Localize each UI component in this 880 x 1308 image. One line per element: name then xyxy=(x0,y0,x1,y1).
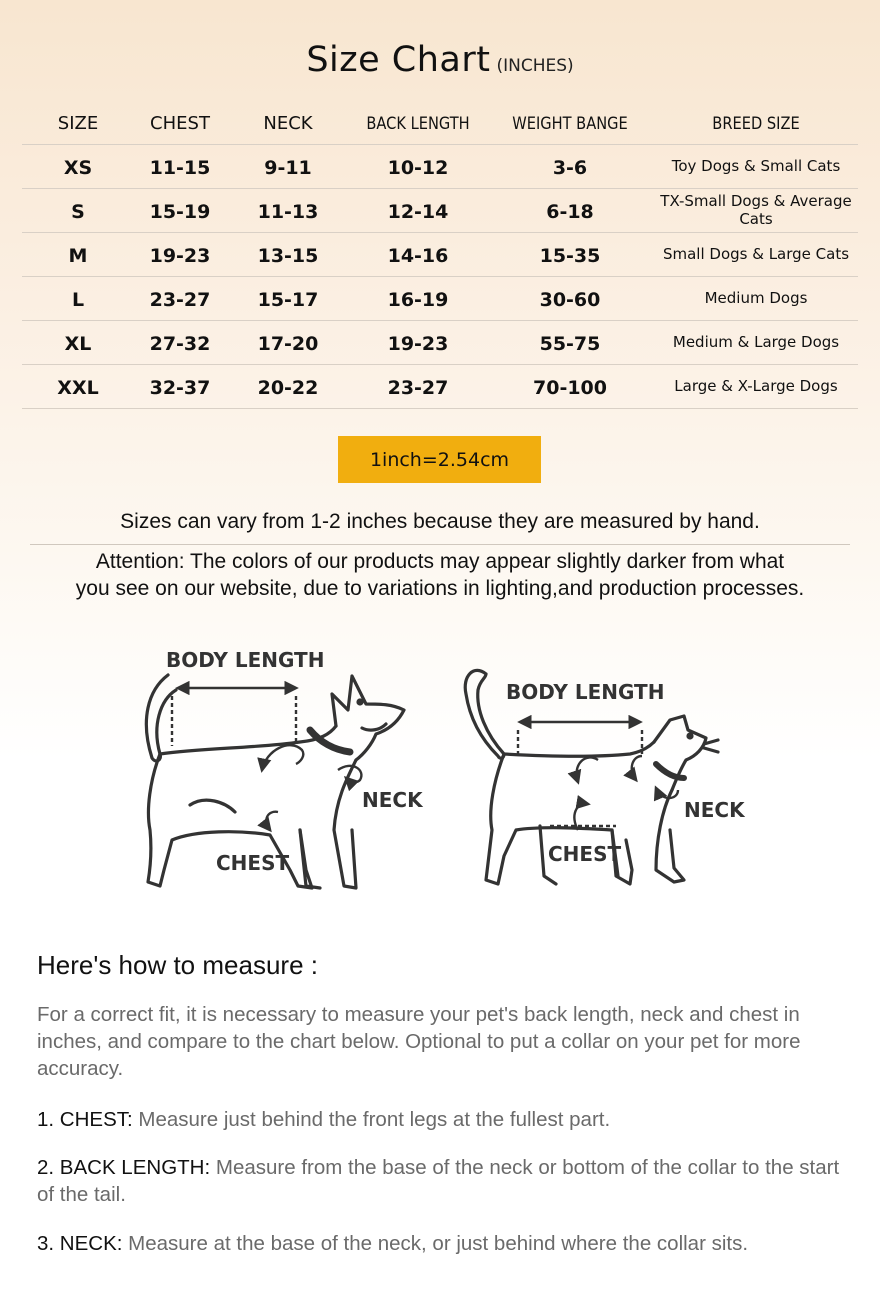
cell-weight: 15-35 xyxy=(486,232,654,276)
cell-weight: 55-75 xyxy=(486,320,654,364)
cat-chest-label: CHEST xyxy=(548,842,622,866)
cell-chest: 23-27 xyxy=(134,276,226,320)
step-text: Measure just behind the front legs at the fullest part. xyxy=(132,1108,611,1131)
cell-breed-size: Medium & Large Dogs xyxy=(654,320,858,364)
howto-title: Here's how to measure : xyxy=(37,950,318,980)
dog-body-length-label: BODY LENGTH xyxy=(166,648,325,672)
header-back-length: BACK LENGTH xyxy=(360,104,477,144)
cell-breed-size: Large & X-Large Dogs xyxy=(654,364,858,408)
header-size: SIZE xyxy=(22,104,134,144)
cell-back-length: 10-12 xyxy=(350,144,486,188)
cell-back-length: 19-23 xyxy=(350,320,486,364)
page-header xyxy=(0,40,880,80)
cell-size: L xyxy=(22,276,134,320)
step-label: 1. CHEST: xyxy=(37,1108,133,1131)
page-title: Size Chart xyxy=(306,40,491,80)
step-label: 3. NECK: xyxy=(37,1232,123,1255)
title-unit: (INCHES) xyxy=(496,56,574,76)
cell-weight: 70-100 xyxy=(486,364,654,408)
cell-weight: 30-60 xyxy=(486,276,654,320)
step-chest xyxy=(37,1106,857,1133)
cell-size: XL xyxy=(22,320,134,364)
cell-size: M xyxy=(22,232,134,276)
cell-breed-size: Medium Dogs xyxy=(654,276,858,320)
cell-chest: 32-37 xyxy=(134,364,226,408)
size-table xyxy=(22,104,858,409)
attention-note xyxy=(0,548,880,602)
step-text: Measure from the base of the neck or bottom of the collar to the start of the tail. xyxy=(37,1156,840,1206)
cell-back-length: 12-14 xyxy=(350,188,486,232)
cell-neck: 13-15 xyxy=(226,232,350,276)
step-text: Measure at the base of the neck, or just behind where the collar sits. xyxy=(122,1232,749,1255)
cell-neck: 15-17 xyxy=(226,276,350,320)
cell-chest: 15-19 xyxy=(134,188,226,232)
howto-intro: For a correct fit, it is necessary to measure your pet's back length, neck and chest in inches, and compare to the chart below. Optional to put a collar on your pet for more accuracy. xyxy=(37,1003,801,1080)
dog-chest-label: CHEST xyxy=(216,851,290,875)
cell-neck: 11-13 xyxy=(226,188,350,232)
cell-chest: 19-23 xyxy=(134,232,226,276)
cell-size: XS xyxy=(22,144,134,188)
table-row xyxy=(22,364,858,408)
cell-neck: 9-11 xyxy=(226,144,350,188)
table-row xyxy=(22,320,858,364)
cat-measure-arrows xyxy=(518,722,678,830)
dog-neck-label: NECK xyxy=(362,788,423,812)
table-row xyxy=(22,144,858,188)
conversion-badge: 1inch=2.54cm xyxy=(338,436,541,483)
cell-size: XXL xyxy=(22,364,134,408)
cell-back-length: 23-27 xyxy=(350,364,486,408)
attention-line-2: you see on our website, due to variations in lighting,and production processes. xyxy=(75,577,805,600)
table-row xyxy=(22,232,858,276)
table-row xyxy=(22,276,858,320)
attention-line-1: Attention: The colors of our products may appear slightly darker from what xyxy=(95,550,785,573)
cell-size: S xyxy=(22,188,134,232)
cell-breed-size: Small Dogs & Large Cats xyxy=(654,232,858,276)
cell-breed-size: Toy Dogs & Small Cats xyxy=(654,144,858,188)
measurement-diagram xyxy=(0,630,880,910)
size-variation-note: Sizes can vary from 1-2 inches because they are measured by hand. xyxy=(120,510,760,533)
step-neck xyxy=(37,1230,857,1257)
header-chest: CHEST xyxy=(134,104,226,144)
cell-weight: 6-18 xyxy=(486,188,654,232)
cat-body-length-label: BODY LENGTH xyxy=(506,680,665,704)
header-neck: NECK xyxy=(226,104,350,144)
header-weight: WEIGHT BANGE xyxy=(498,104,642,144)
step-back-length xyxy=(37,1154,857,1208)
cell-chest: 11-15 xyxy=(134,144,226,188)
cell-back-length: 14-16 xyxy=(350,232,486,276)
step-label: 2. BACK LENGTH: xyxy=(37,1156,211,1179)
cell-back-length: 16-19 xyxy=(350,276,486,320)
cell-chest: 27-32 xyxy=(134,320,226,364)
header-breed-size: BREED SIZE xyxy=(668,104,843,144)
cell-neck: 17-20 xyxy=(226,320,350,364)
cat-neck-label: NECK xyxy=(684,798,745,822)
cell-neck: 20-22 xyxy=(226,364,350,408)
cell-breed-size: TX-Small Dogs & Average Cats xyxy=(654,188,858,232)
note-divider xyxy=(30,544,850,545)
table-row xyxy=(22,188,858,232)
cell-weight: 3-6 xyxy=(486,144,654,188)
table-header-row xyxy=(22,104,858,144)
